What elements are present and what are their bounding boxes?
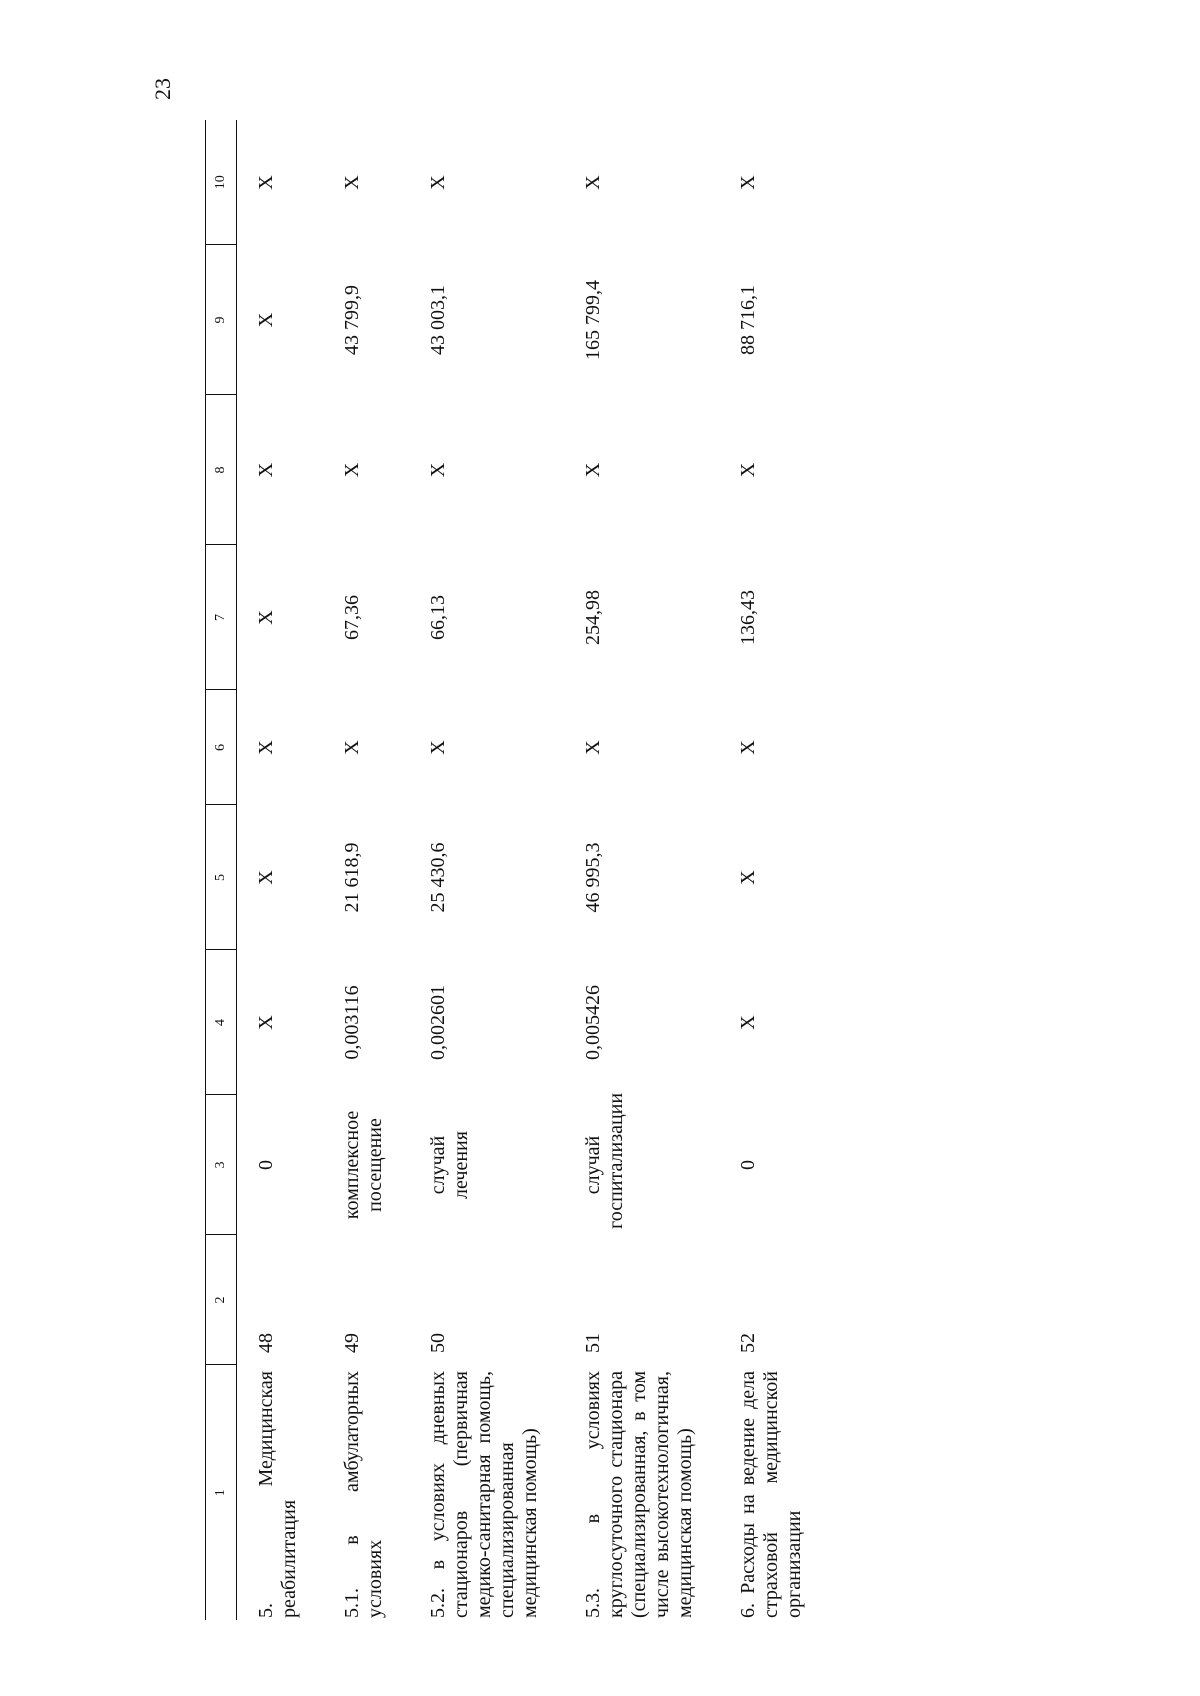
row-code: 50: [427, 1333, 449, 1353]
cell: X: [255, 1015, 277, 1030]
row-unit: случай лечения: [427, 1131, 472, 1199]
row-name: 5.1. в амбулаторных условиях: [341, 1371, 386, 1618]
data-table: [205, 120, 828, 1620]
cell: 43 799,9: [341, 285, 363, 355]
page-number: 23: [150, 78, 175, 100]
cell: 21 618,9: [341, 842, 363, 913]
cell: X: [582, 175, 604, 190]
row-name: 5. Медицинская реабилитация: [255, 1371, 300, 1618]
cell: 66,13: [427, 595, 449, 640]
cell: X: [582, 462, 604, 478]
cell: 0,002601: [427, 985, 449, 1060]
cell: X: [255, 462, 277, 478]
cell: 25 430,6: [427, 842, 449, 913]
row-code: 52: [737, 1333, 759, 1353]
cell: 46 995,3: [582, 842, 604, 913]
table-row: [237, 120, 324, 1620]
table-row: [564, 120, 719, 1620]
cell: X: [341, 740, 363, 755]
cell: X: [427, 462, 449, 478]
cell: X: [737, 870, 759, 885]
cell: X: [737, 740, 759, 755]
row-name: 6. Расходы на ведение дела страховой медицинской организации: [737, 1371, 805, 1618]
column-header: 6: [206, 690, 237, 805]
row-unit: случай госпитализации: [582, 1092, 627, 1229]
table-row: [323, 120, 409, 1620]
row-unit: 0: [737, 1160, 759, 1170]
cell: X: [255, 175, 277, 190]
column-header: 4: [206, 950, 237, 1095]
cell: 165 799,4: [582, 280, 604, 360]
column-header: 7: [206, 545, 237, 690]
cell: X: [255, 610, 277, 625]
cell: 0,003116: [341, 985, 363, 1060]
column-header: 3: [206, 1095, 237, 1235]
cell: X: [737, 175, 759, 190]
header-row: [206, 120, 237, 1620]
cell: X: [255, 740, 277, 755]
cell: X: [737, 462, 759, 478]
cell: X: [582, 740, 604, 755]
row-code: 48: [255, 1333, 277, 1353]
cell: 88 716,1: [737, 285, 759, 355]
row-name: 5.2. в условиях дневных стационаров (первичная медико-санитарная помощь, специализированная медицинская помощь): [427, 1371, 541, 1618]
row-unit: 0: [255, 1160, 277, 1170]
row-unit: комплексное посещение: [341, 1110, 386, 1220]
cell: X: [737, 1015, 759, 1030]
cell: X: [255, 312, 277, 328]
column-header: 8: [206, 395, 237, 545]
column-header: 5: [206, 805, 237, 950]
cell: 254,98: [582, 590, 604, 645]
column-header: 2: [206, 1235, 237, 1365]
row-code: 51: [582, 1333, 604, 1353]
row-name: 5.3. в условиях круглосуточного стационара (специализированная, в том числе высокотехнологичная, медицинская помощь): [582, 1371, 696, 1618]
table-row: [409, 120, 564, 1620]
column-header: 9: [206, 245, 237, 395]
cell: X: [341, 462, 363, 478]
column-header: 1: [206, 1365, 237, 1620]
column-header: 10: [206, 120, 237, 245]
table-row: [719, 120, 828, 1620]
cell: 43 003,1: [427, 285, 449, 355]
cell: 136,43: [737, 590, 759, 645]
cell: X: [255, 870, 277, 885]
row-code: 49: [341, 1333, 363, 1353]
rotated-table-container: [205, 120, 975, 1620]
cell: X: [427, 740, 449, 755]
cell: X: [427, 175, 449, 190]
cell: 0,005426: [582, 985, 604, 1060]
cell: X: [341, 175, 363, 190]
cell: 67,36: [341, 595, 363, 640]
